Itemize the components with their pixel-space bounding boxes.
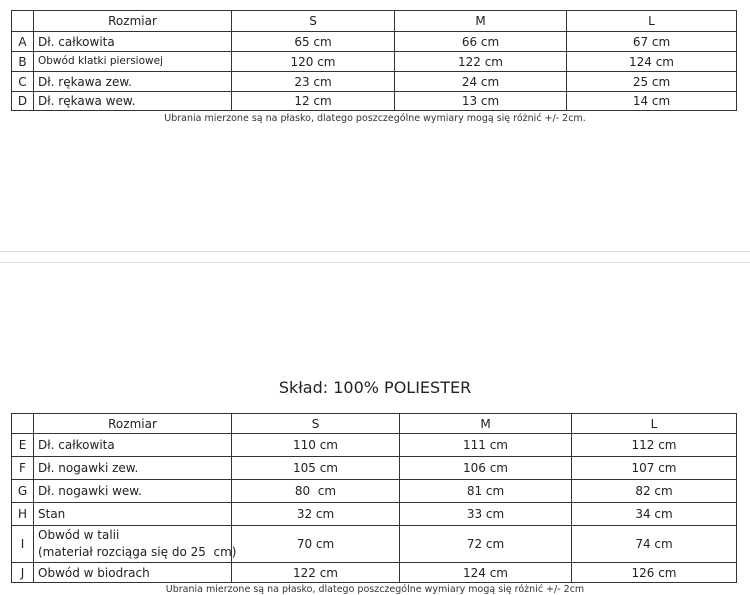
row-label: Obwód klatki piersiowej <box>34 52 232 72</box>
table-header-row <box>12 11 737 32</box>
table-row <box>12 72 737 92</box>
table-row <box>12 526 737 563</box>
cell-l: 124 cm <box>567 52 737 72</box>
cell-s: 122 cm <box>232 563 400 583</box>
cell-m: 124 cm <box>400 563 572 583</box>
cell-l: 34 cm <box>572 503 737 526</box>
row-letter: D <box>12 92 34 111</box>
row-letter: E <box>12 434 34 457</box>
cell-s: 65 cm <box>232 32 395 52</box>
cell-m: 24 cm <box>395 72 567 92</box>
table-row <box>12 92 737 111</box>
measurement-note: Ubrania mierzone są na płasko, dlatego poszczególne wymiary mogą się różnić +/- 2cm <box>165 584 585 595</box>
header-l: L <box>567 11 737 32</box>
table-header-row <box>12 414 737 434</box>
row-letter: C <box>12 72 34 92</box>
row-label-line1: Obwód w talii <box>38 528 120 542</box>
cell-m: 13 cm <box>395 92 567 111</box>
header-m: M <box>400 414 572 434</box>
table-row <box>12 480 737 503</box>
cell-l: 107 cm <box>572 457 737 480</box>
row-label: Stan <box>34 503 232 526</box>
header-rozmiar: Rozmiar <box>34 414 232 434</box>
cell-m: 66 cm <box>395 32 567 52</box>
cell-s: 80 cm <box>232 480 400 503</box>
cell-s: 23 cm <box>232 72 395 92</box>
cell-s: 32 cm <box>232 503 400 526</box>
size-table-bottom <box>11 413 737 583</box>
section-divider <box>0 251 750 252</box>
size-table-top <box>11 10 737 111</box>
table-row <box>12 503 737 526</box>
table-row <box>12 32 737 52</box>
header-m: M <box>395 11 567 32</box>
cell-l: 112 cm <box>572 434 737 457</box>
row-label: Dł. rękawa wew. <box>34 92 232 111</box>
row-letter: B <box>12 52 34 72</box>
table-row <box>12 457 737 480</box>
cell-m: 106 cm <box>400 457 572 480</box>
measurement-note: Ubrania mierzone są na płasko, dlatego poszczególne wymiary mogą się różnić +/- 2cm. <box>164 113 586 124</box>
table-row <box>12 52 737 72</box>
composition-heading: Skład: 100% POLIESTER <box>278 378 472 397</box>
cell-s: 105 cm <box>232 457 400 480</box>
cell-l: 82 cm <box>572 480 737 503</box>
cell-l: 67 cm <box>567 32 737 52</box>
cell-s: 12 cm <box>232 92 395 111</box>
row-label: Dł. całkowita <box>34 32 232 52</box>
cell-m: 111 cm <box>400 434 572 457</box>
cell-l: 126 cm <box>572 563 737 583</box>
table-row <box>12 563 737 583</box>
cell-l: 25 cm <box>567 72 737 92</box>
row-letter: J <box>12 563 34 583</box>
header-l: L <box>572 414 737 434</box>
row-label-line2: (materiał rozciąga się do 25 cm) <box>38 545 237 559</box>
cell-m: 81 cm <box>400 480 572 503</box>
row-letter: I <box>12 526 34 563</box>
cell-s: 110 cm <box>232 434 400 457</box>
row-letter: A <box>12 32 34 52</box>
cell-m: 122 cm <box>395 52 567 72</box>
cell-m: 33 cm <box>400 503 572 526</box>
header-s: S <box>232 11 395 32</box>
row-label: Dł. nogawki wew. <box>34 480 232 503</box>
cell-l: 14 cm <box>567 92 737 111</box>
row-letter: H <box>12 503 34 526</box>
cell-l: 74 cm <box>572 526 737 563</box>
cell-s: 70 cm <box>232 526 400 563</box>
header-s: S <box>232 414 400 434</box>
row-label: Obwód w biodrach <box>34 563 232 583</box>
row-label: Dł. rękawa zew. <box>34 72 232 92</box>
row-label <box>34 526 237 563</box>
section-divider <box>0 262 750 263</box>
row-label: Dł. nogawki zew. <box>34 457 232 480</box>
row-letter: G <box>12 480 34 503</box>
cell-m: 72 cm <box>400 526 572 563</box>
table-row <box>12 434 737 457</box>
row-label: Dł. całkowita <box>34 434 232 457</box>
header-rozmiar: Rozmiar <box>34 11 232 32</box>
cell-s: 120 cm <box>232 52 395 72</box>
row-letter: F <box>12 457 34 480</box>
